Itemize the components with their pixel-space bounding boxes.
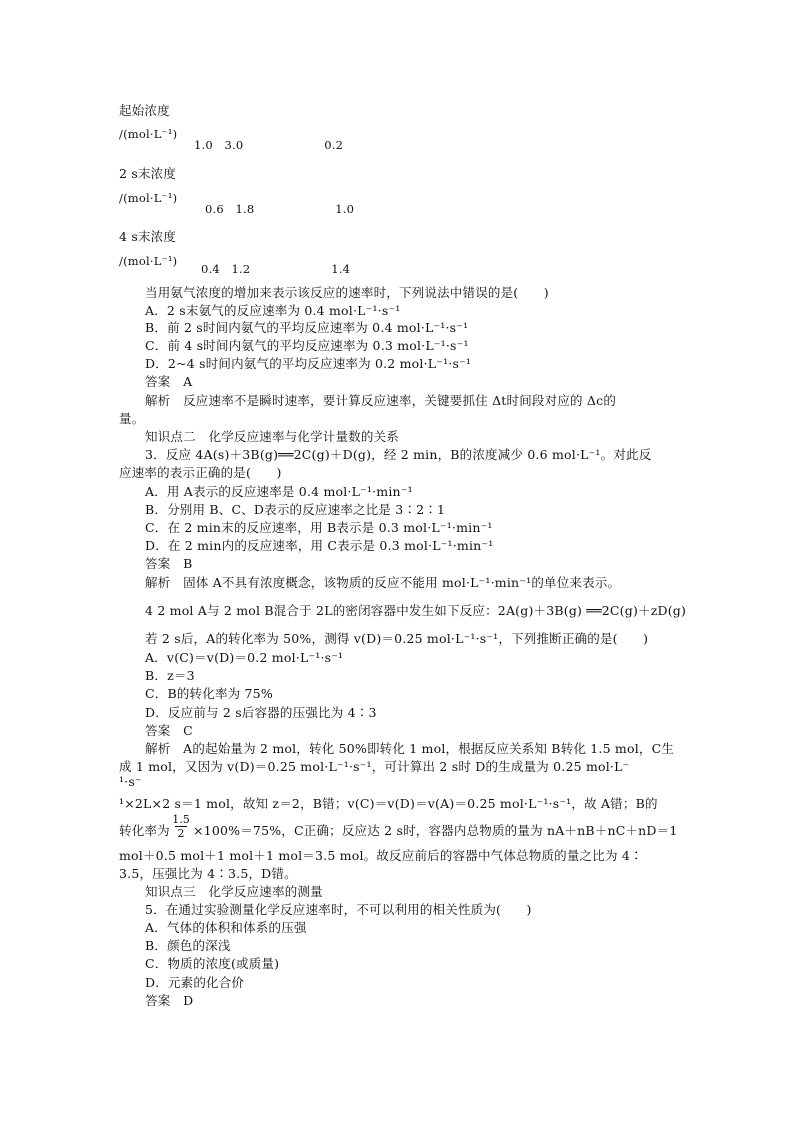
q5-stem: 5．在通过实验测量化学反应速率时，不可以利用的相关性质为( ) [145, 902, 532, 917]
q4-analysis-line5-prefix: 转化率为 [119, 823, 170, 838]
q2-option-c: C．前 4 s时间内氨气的平均反应速率为 0.3 mol·L⁻¹·s⁻¹ [145, 338, 469, 353]
q4-analysis-line3: ¹·s⁻ [119, 774, 142, 789]
q4-fraction-denominator: 2 [177, 827, 185, 840]
q4-analysis-line4: ¹×2L×2 s＝1 mol，故知 z＝2，B错；v(C)＝v(D)＝v(A)＝0.25 mol·L⁻¹·s⁻¹，故 A错；B的 [119, 796, 658, 811]
table-row2-unit: /(mol·L⁻¹) [119, 191, 178, 205]
q2-stem: 当用氨气浓度的增加来表示该反应的速率时，下列说法中错误的是( ) [145, 285, 549, 300]
q5-option-c: C．物质的浓度(或质量) [145, 956, 280, 971]
q5-option-a: A．气体的体积和体系的压强 [145, 920, 307, 935]
q4-fraction [170, 813, 192, 840]
q2-option-d: D．2~4 s时间内氨气的平均反应速率为 0.2 mol·L⁻¹·s⁻¹ [145, 356, 472, 371]
q2-answer: 答案 A [145, 374, 193, 389]
q4-analysis-line7: 3.5，压强比为 4∶3.5，D错。 [119, 866, 297, 881]
q4-stem-line1: 4 2 mol A与 2 mol B混合于 2L的密闭容器中发生如下反应：2A(g)＋3B(g) ══2C(g)＋zD(g) [145, 603, 687, 618]
q4-analysis-line2: 成 1 mol，又因为 v(D)＝0.25 mol·L⁻¹·s⁻¹，可计算出 2 s时 D的生成量为 0.25 mol·L⁻ [119, 759, 630, 774]
q4-option-d: D．反应前与 2 s后容器的压强比为 4∶3 [145, 705, 377, 720]
q3-option-b: B．分别用 B、C、D表示的反应速率之比是 3∶2∶1 [145, 502, 446, 517]
table-row3-unit: /(mol·L⁻¹) [119, 254, 178, 268]
table-row1-unit: /(mol·L⁻¹) [119, 127, 178, 141]
q3-option-a: A．用 A表示的反应速率是 0.4 mol·L⁻¹·min⁻¹ [145, 484, 413, 499]
q4-answer: 答案 C [145, 723, 193, 738]
q4-fraction-numerator: 1.5 [172, 813, 190, 826]
q3-stem-line2: 应速率的表示正确的是( ) [119, 465, 282, 480]
q4-option-a: A．v(C)＝v(D)＝0.2 mol·L⁻¹·s⁻¹ [145, 650, 344, 665]
knowledge-point-2-heading: 知识点二 化学反应速率与化学计量数的关系 [145, 429, 400, 444]
q3-answer: 答案 B [145, 556, 193, 571]
q4-option-c: C．B的转化率为 75% [145, 686, 273, 701]
q3-stem-line1: 3．反应 4A(s)＋3B(g)══2C(g)＋D(g)，经 2 min，B的浓度减少 0.6 mol·L⁻¹。对此反 [145, 447, 652, 462]
knowledge-point-3-heading: 知识点三 化学反应速率的测量 [145, 884, 323, 899]
q4-analysis-line6: mol＋0.5 mol＋1 mol＋1 mol＝3.5 mol。故反应前后的容器中气体总物质的量之比为 4∶ [119, 848, 643, 863]
q2-analysis-line2: 量。 [119, 411, 145, 426]
q2-option-b: B．前 2 s时间内氨气的平均反应速率为 0.4 mol·L⁻¹·s⁻¹ [145, 320, 469, 335]
q3-analysis: 解析 固体 A不具有浓度概念，该物质的反应不能用 mol·L⁻¹·min⁻¹的单位来表示。 [145, 575, 621, 590]
q5-option-d: D．元素的化合价 [145, 975, 245, 990]
q3-option-d: D．在 2 min内的反应速率，用 C表示是 0.3 mol·L⁻¹·min⁻¹ [145, 538, 494, 553]
q4-stem-line2: 若 2 s后，A的转化率为 50%，测得 v(D)＝0.25 mol·L⁻¹·s⁻¹，下列推断正确的是( ) [145, 631, 649, 646]
q5-option-b: B．颜色的深浅 [145, 938, 231, 953]
q4-analysis-line5-rest: ×100%＝75%，C正确；反应达 2 s时，容器内总物质的量为 nA＋nB＋nC＋nD＝1 [193, 823, 678, 838]
q4-option-b: B．z＝3 [145, 668, 195, 683]
q2-analysis-line1: 解析 反应速率不是瞬时速率，要计算反应速率，关键要抓住 Δt时间段对应的 Δc的 [145, 393, 617, 408]
q5-answer: 答案 D [145, 993, 194, 1008]
q4-analysis-line1: 解析 A的起始量为 2 mol，转化 50%即转化 1 mol，根据反应关系知 B转化 1.5 mol，C生 [145, 741, 675, 756]
table-row1-label: 起始浓度 [119, 103, 170, 118]
table-row1-values: 1.0 3.0 0.2 [194, 138, 344, 152]
table-row2-values: 0.6 1.8 1.0 [205, 202, 355, 216]
table-row2-label: 2 s末浓度 [119, 166, 177, 181]
table-row3-values: 0.4 1.2 1.4 [201, 262, 351, 276]
table-row3-label: 4 s末浓度 [119, 229, 177, 244]
q3-option-c: C．在 2 min末的反应速率，用 B表示是 0.3 mol·L⁻¹·min⁻¹ [145, 520, 493, 535]
q2-option-a: A．2 s末氨气的反应速率为 0.4 mol·L⁻¹·s⁻¹ [145, 303, 401, 318]
